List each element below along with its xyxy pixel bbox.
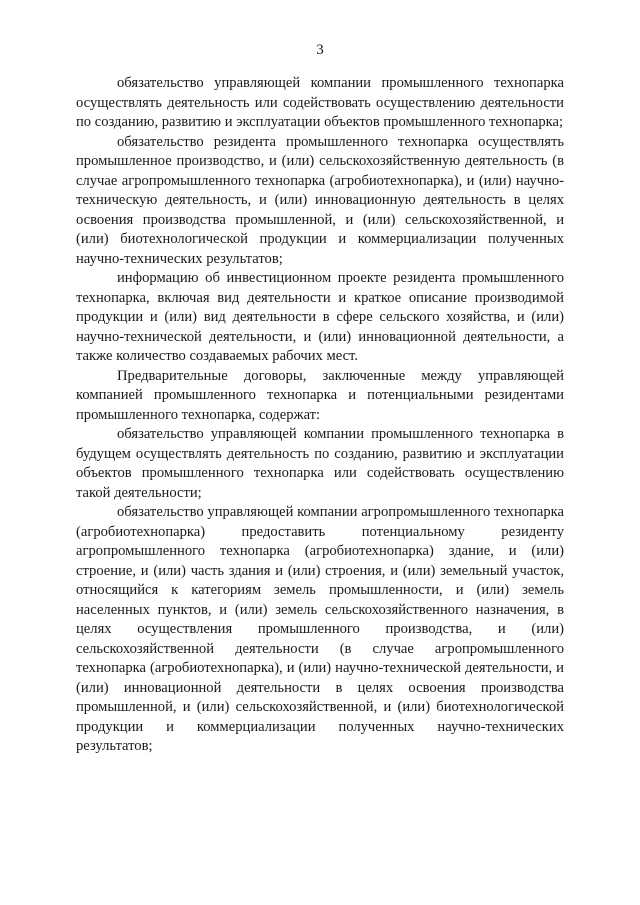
paragraph: информацию об инвестиционном проекте резидента промышленного технопарка, включая вид деятельности и краткое описание производимой продукции и (или) вид деятельности в сфере сельского хозяйства, и (или) научно-технической деятельности, и (или) инновационной деятельности, а также количество создаваемых рабочих мест. — [76, 270, 564, 364]
paragraph: обязательство управляющей компании промышленного технопарка в будущем осуществлять деятельность по созданию, развитию и эксплуатации объектов промышленного технопарка или содействовать осуществлению такой деятельности; — [76, 426, 564, 501]
document-body — [76, 74, 564, 757]
paragraph: Предварительные договоры, заключенные между управляющей компанией промышленного технопарка и потенциальными резидентами промышленного технопарка, содержат: — [76, 367, 564, 423]
page-number: 3 — [316, 42, 324, 58]
paragraph: обязательство управляющей компании промышленного технопарка осуществлять деятельность или содействовать осуществлению деятельности по созданию, развитию и эксплуатации объектов промышленного технопарка; — [76, 75, 564, 130]
paragraph: обязательство резидента промышленного технопарка осуществлять промышленное производство, и (или) сельскохозяйственную деятельность (в случае агропромышленного технопарка (агробиотехнопарка), и (или) научно-техническую деятельность, и (или) инновационную деятельность в целях освоения производства промышленной, и (или) сельскохозяйственной, и (или) биотехнологической продукции и коммерциализации полученных научно-технических результатов; — [76, 133, 564, 267]
paragraph: обязательство управляющей компании агропромышленного технопарка (агробиотехнопарка) предоставить потенциальному резиденту агропромышленного технопарка (агробиотехнопарка) здание, и (или) строение, и (или) часть здания и (или) строения, и (или) земельный участок, относящийся к категориям земель промышленности, и (или) земель населенных пунктов, и (или) земель сельскохозяйственного назначения, в целях осуществления промышленного производства, и (или) сельскохозяйственной деятельности (в случае агропромышленного технопарка (агробиотехнопарка), и (или) научно-технической деятельности, и (или) инновационной деятельности в целях освоения производства промышленной, и (или) сельскохозяйственной, и (или) биотехнологической продукции и коммерциализации полученных научно-технических результатов; — [76, 504, 564, 754]
